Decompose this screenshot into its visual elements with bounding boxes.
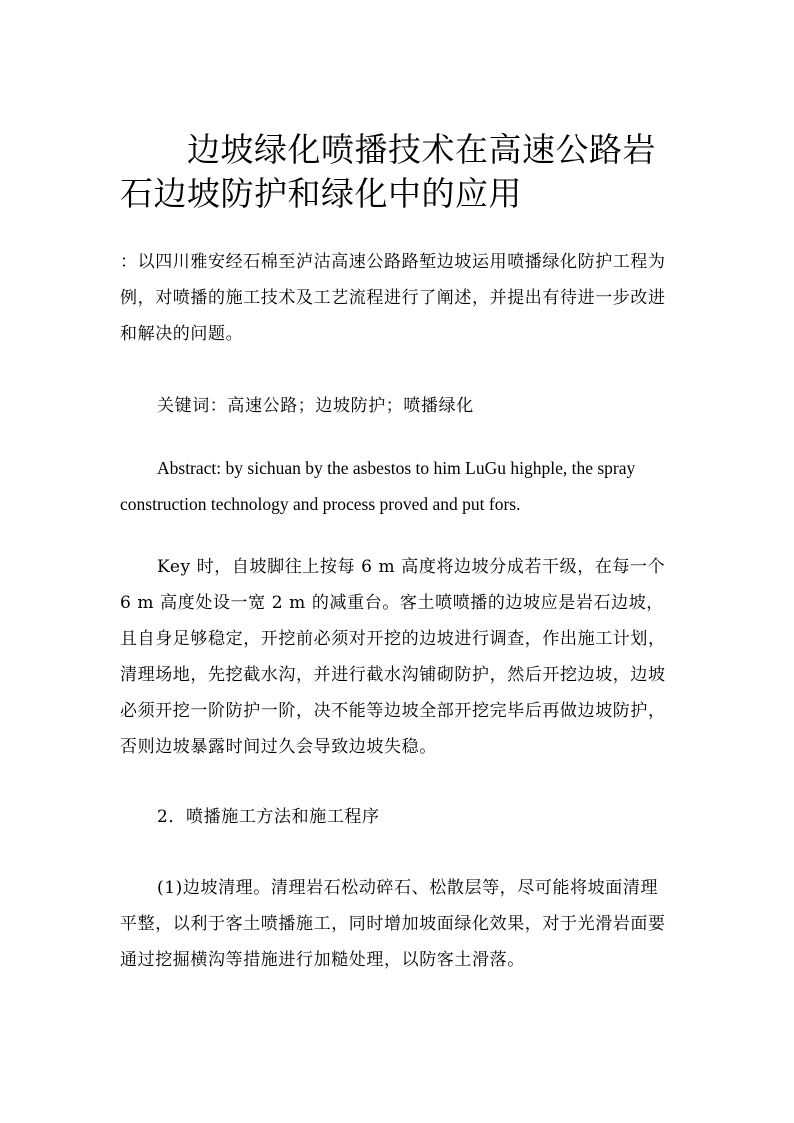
- abstract-en: Abstract: by sichuan by the asbestos to him LuGu highple, the spray construction technology and process proved and put fors.: [120, 458, 636, 514]
- body-paragraph-1: Key 时，自坡脚往上按每 6 m 高度将边坡分成若干级，在每一个 6 m 高度处设一宽 2 m 的减重台。客土喷喷播的边坡应是岩石边坡，且自身足够稳定，开挖前必须对开挖的边坡进行调查，作出施工计划，清理场地，先挖截水沟，并进行截水沟铺砌防护，然后开挖边坡，边坡必须开挖一阶防护一阶，决不能等边坡全部开挖完毕后再做边坡防护，否则边坡暴露时间过久会导致边坡失稳。: [120, 557, 666, 757]
- document-title: 边坡绿化喷播技术在高速公路岩石边坡防护和绿化中的应用: [120, 130, 656, 213]
- abstract-cn: ：以四川雅安经石棉至泸沽高速公路路堑边坡运用喷播绿化防护工程为例，对喷播的施工技术及工艺流程进行了阐述，并提出有待进一步改进和解决的问题。: [120, 252, 666, 344]
- body-paragraph-2: (1)边坡清理。清理岩石松动碎石、松散层等，尽可能将坡面清理平整，以利于客土喷播施工，同时增加坡面绿化效果，对于光滑岩面要通过挖掘横沟等措施进行加糙处理，以防客土滑落。: [120, 878, 666, 970]
- section-heading-2: 2．喷播施工方法和施工程序: [157, 807, 380, 827]
- keywords: 关键词：高速公路；边坡防护；喷播绿化: [157, 396, 474, 416]
